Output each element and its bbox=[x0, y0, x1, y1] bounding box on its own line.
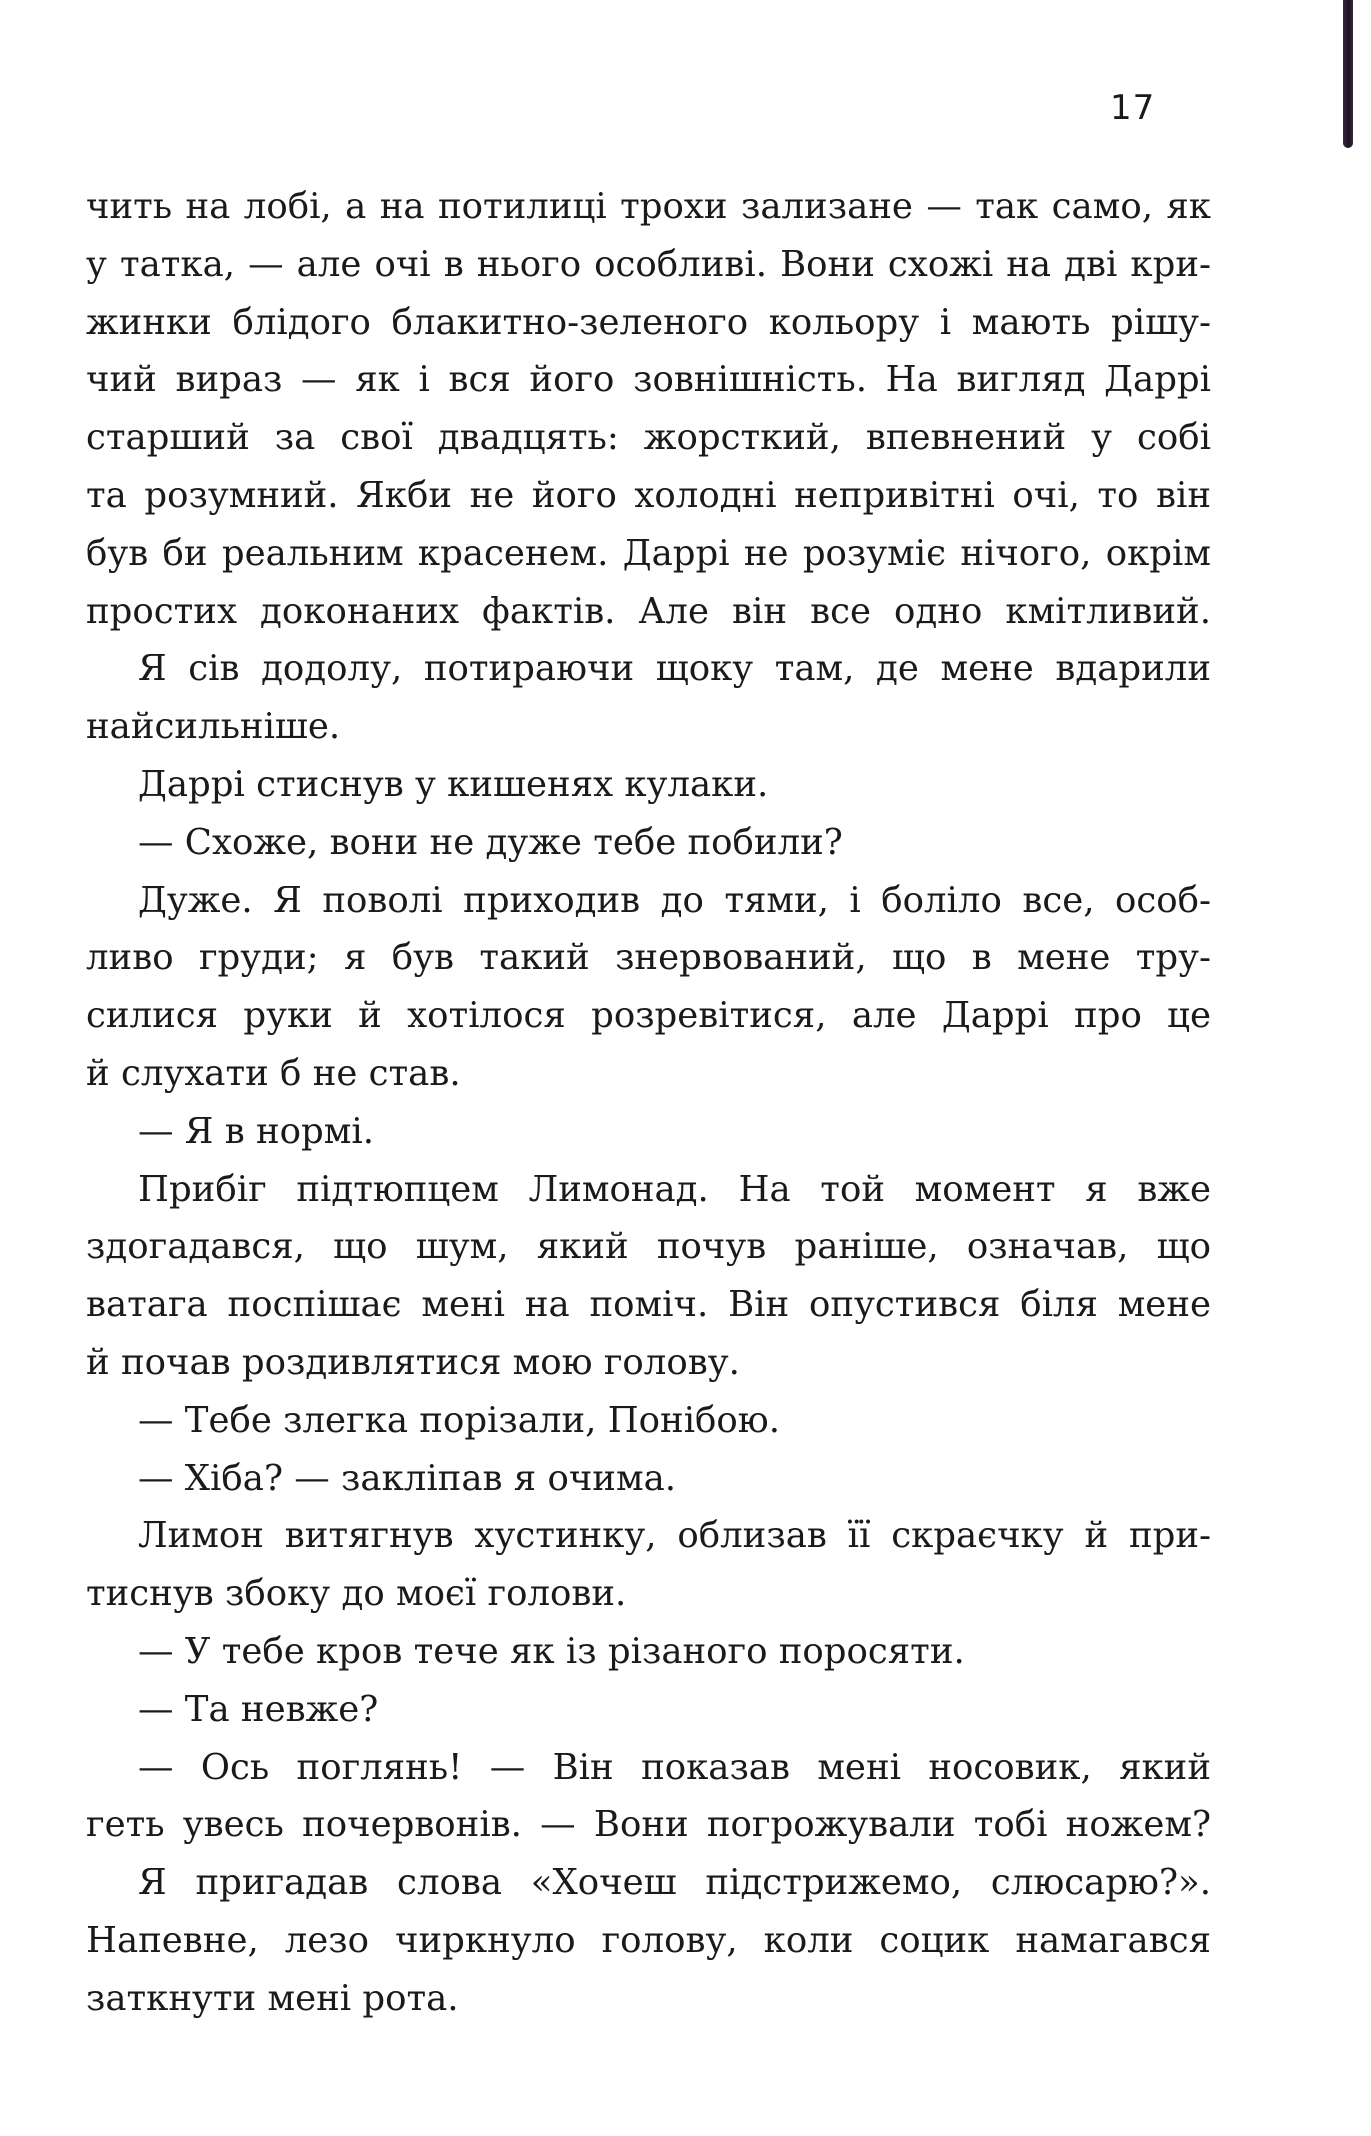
text-line: й почав роздивлятися мою голову. bbox=[86, 1341, 740, 1383]
text-line: старший за свої двадцять: жорсткий, впевнений у собі bbox=[86, 417, 1211, 459]
text-line: чить на лобі, а на потилиці трохи зализане — так само, як bbox=[86, 186, 1211, 227]
text-line: у татка, — але очі в нього особливі. Вони схожі на дві кри- bbox=[86, 243, 1211, 285]
text-line: був би реальним красенем. Даррі не розуміє нічого, окрім bbox=[86, 532, 1211, 574]
text-line: ливо груди; я був такий знервований, що в мене тру- bbox=[86, 937, 1211, 979]
text-line: й слухати б не став. bbox=[86, 1052, 461, 1094]
text-line: геть увесь почервонів. — Вони погрожували тобі ножем? bbox=[86, 1804, 1211, 1846]
text-line: тиснув збоку до моєї голови. bbox=[86, 1573, 627, 1615]
text-line: — Схоже, вони не дуже тебе побили? bbox=[138, 821, 843, 863]
body-text bbox=[86, 178, 1211, 2028]
text-line: — Ось поглянь! — Він показав мені носовик, який bbox=[138, 1746, 1211, 1788]
text-line: силися руки й хотілося розревітися, але Даррі про це bbox=[86, 995, 1211, 1037]
text-line: — У тебе кров тече як із різаного поросяти. bbox=[138, 1630, 965, 1672]
text-line: ватага поспішає мені на поміч. Він опустився біля мене bbox=[86, 1284, 1211, 1326]
text-line: заткнути мені рота. bbox=[86, 1977, 459, 2019]
page-edge-mark bbox=[1343, 0, 1353, 148]
text-line: та розумний. Якби не його холодні непривітні очі, то він bbox=[86, 474, 1211, 516]
text-line: — Тебе злегка порізали, Понібою. bbox=[138, 1399, 780, 1441]
text-line: здогадався, що шум, який почув раніше, означав, що bbox=[86, 1226, 1211, 1268]
text-line: жинки блідого блакитно-зеленого кольору і мають рішу- bbox=[86, 301, 1211, 343]
page-number: 17 bbox=[1110, 88, 1156, 128]
text-line: чий вираз — як і вся його зовнішність. На вигляд Даррі bbox=[86, 359, 1211, 401]
text-line: — Хіба? — закліпав я очима. bbox=[138, 1457, 677, 1499]
text-line: найсильніше. bbox=[86, 706, 341, 748]
text-line: — Я в нормі. bbox=[138, 1110, 375, 1152]
text-line: Даррі стиснув у кишенях кулаки. bbox=[138, 763, 769, 805]
text-line: Напевне, лезо чиркнуло голову, коли социк намагався bbox=[86, 1919, 1211, 1961]
text-line: — Та невже? bbox=[138, 1688, 379, 1730]
text-line: Лимон витягнув хустинку, облизав її скраєчку й при- bbox=[138, 1515, 1211, 1557]
text-line: простих доконаних фактів. Але він все одно кмітливий. bbox=[86, 590, 1211, 632]
text-line: Я пригадав слова «Хочеш підстрижемо, слюсарю?». bbox=[138, 1862, 1211, 1904]
text-line: Прибіг підтюпцем Лимонад. На той момент я вже bbox=[138, 1168, 1211, 1210]
text-line: Я сів додолу, потираючи щоку там, де мене вдарили bbox=[138, 648, 1211, 690]
text-line: Дуже. Я поволі приходив до тями, і боліло все, особ- bbox=[138, 879, 1211, 921]
